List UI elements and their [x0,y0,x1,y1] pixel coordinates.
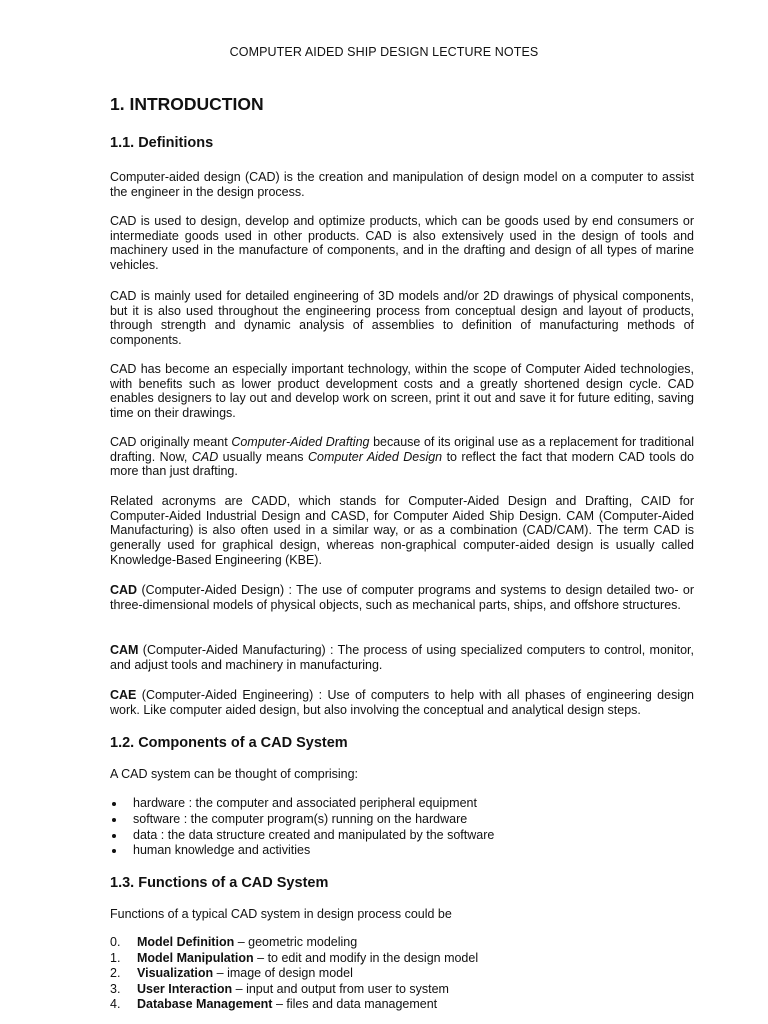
chapter-heading: 1. INTRODUCTION [110,94,264,114]
definition-term: CAM [110,643,139,657]
list-number: 2. [110,966,121,980]
text-run: CAD originally meant [110,435,232,449]
list-item [110,966,478,982]
list-item [110,828,494,844]
text-run: because of its original use as a replacement for traditional drafting. Now, [110,435,694,464]
definition-cam [110,643,694,672]
function-title: Visualization [137,966,214,980]
list-item-text: data : the data structure created and manipulated by the software [133,827,495,842]
definition-term: CAE [110,688,137,702]
paragraph: CAD has become an especially important technology, within the scope of Computer Aided technologies, with benefits such as lower product development costs and a greatly shortened design cycle. CAD enables designers to lay out and develop work on screen, print it out and save it for future editing, saving time on their drawings. [110,362,694,421]
components-list [110,796,494,859]
italic-term: Computer-Aided Drafting [231,435,370,449]
paragraph: A CAD system can be thought of comprising: [110,767,359,781]
text-run: to reflect the fact that modern CAD tools do more than just drafting. [110,449,694,479]
paragraph: Related acronyms are CADD, which stands for Computer-Aided Design and Drafting, CAID for Computer-Aided Industrial Design and CASD, for Computer Aided Ship Design. CAM (Computer-Aided Manufacturing) is also often used in a similar way, or as a combination (CAD/CAM). The term CAD is generally used for graphical design, whereas non-graphical computer-aided design is usually called Knowledge-Based Engineering (KBE). [110,494,694,567]
list-item [110,843,494,859]
bullet-icon [112,802,116,806]
list-item-text: human knowledge and activities [133,843,311,858]
list-number: 4. [110,997,121,1011]
function-title: User Interaction [137,981,233,996]
definition-cae [110,688,694,717]
functions-list [110,935,478,1013]
list-item [110,796,494,812]
function-desc: – geometric modeling [234,935,358,949]
list-item-text: hardware : the computer and associated peripheral equipment [133,796,477,810]
section-heading-components: 1.2. Components of a CAD System [110,735,348,751]
function-title: Model Manipulation [137,950,254,965]
function-desc: – input and output from user to system [232,981,449,996]
paragraph: CAD is used to design, develop and optimize products, which can be goods used by end consumers or intermediate goods used in other products. CAD is also extensively used in the design of tools and machinery used in the manufacture of components, and in the drafting and design of all types of marine vehicles. [110,214,694,273]
paragraph [110,435,694,479]
italic-term: CAD [191,449,219,464]
list-item [110,982,478,998]
list-number: 0. [110,935,121,949]
bullet-icon [112,818,116,822]
paragraph: Functions of a typical CAD system in design process could be [110,907,452,921]
page-header: COMPUTER AIDED SHIP DESIGN LECTURE NOTES [229,45,539,59]
function-desc: – image of design model [213,966,353,980]
list-item [110,935,478,951]
function-desc: – files and data management [272,997,438,1011]
list-item [110,951,478,967]
bullet-icon [112,834,116,838]
list-item [110,997,478,1013]
definition-cad [110,583,694,612]
definition-text: (Computer-Aided Manufacturing) : The process of using specialized computers to control, monitor, and adjust tools and machinery in manufacturing. [110,643,694,672]
function-title: Database Management [137,997,273,1011]
bullet-icon [112,849,116,853]
definition-term: CAD [110,583,138,597]
section-heading-definitions: 1.1. Definitions [110,135,214,151]
definition-text: (Computer-Aided Engineering) : Use of computers to help with all phases of engineering design work. Like computer aided design, but also involving the conceptual and analytical design steps. [110,688,694,717]
list-number: 1. [110,950,121,965]
text-run: usually means [218,449,308,464]
list-number: 3. [110,981,121,996]
paragraph: CAD is mainly used for detailed engineering of 3D models and/or 2D drawings of physical components, but it is also used throughout the engineering process from conceptual design and layout of products, through strength and dynamic analysis of assemblies to definition of manufacturing methods of components. [110,289,694,348]
list-item-text: software : the computer program(s) running on the hardware [133,811,468,826]
list-item [110,812,494,828]
definition-text: (Computer-Aided Design) : The use of computer programs and systems to design detailed two- or three-dimensional models of physical objects, such as mechanical parts, ships, and offshore structures. [110,583,694,612]
paragraph: Computer-aided design (CAD) is the creation and manipulation of design model on a computer to assist the engineer in the design process. [110,170,694,199]
section-heading-functions: 1.3. Functions of a CAD System [110,875,329,891]
function-desc: – to edit and modify in the design model [253,950,479,965]
italic-term: Computer Aided Design [307,449,443,464]
function-title: Model Definition [137,935,235,949]
